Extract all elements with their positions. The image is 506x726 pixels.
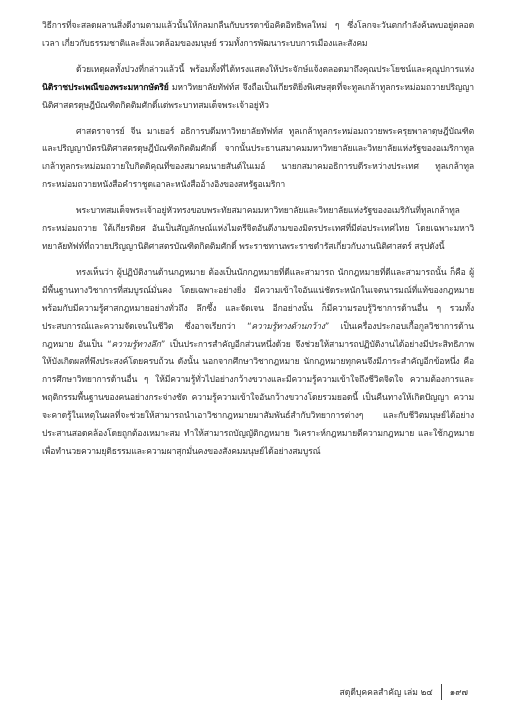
italic-phrase: ความรู้ทางด้านกว้าง xyxy=(251,321,325,332)
text-run: พระบาทสมเด็จพระเจ้าอยู่หัวทรงขอบพระทัยสมาคมมหาวิทยาลัยและวิทยาลัยแห่งรัฐของอเมริกันที่ทูลเกล้าทูลกระหม่อมถวาย ใต้เกียรติยศ อันเป็นสัญลักษณ์แห่งไมตรีจิตอันดีงามของมิตรประเทศที่มีต่อประเทศไทย โดยเฉพาะมหาวิทยาลัยทัฟท์ที่ถวายปริญญานิติศาสตรบัณฑิตกิตติมศักดิ์ พระราชทานพระราชดำรัสเกี่ยวกับงานนิติศาสตร์ สรุปดังนี้ xyxy=(42,206,474,252)
page-body xyxy=(42,18,474,470)
page-number: ๑๙๗ xyxy=(449,688,468,698)
bold-phrase: นิติราชประเพณีของพระมหากษัตริย์ xyxy=(42,82,169,93)
paragraph-4 xyxy=(42,203,474,257)
text-run: ด้วยเหตุผลทั้งปวงที่กล่าวแล้วนี้ พร้อมทั้งที่ได้ทรงแสดงให้ประจักษ์แจ้งตลอดมาถึงคุณประโยชน์และคุณูปการแห่ง xyxy=(76,64,474,75)
page-footer xyxy=(340,684,469,700)
footer-book-title: สดุดีบุคคลสำคัญ เล่ม ๒๔ xyxy=(339,688,433,698)
footer-divider xyxy=(441,684,442,700)
text-run: ศาสตราจารย์ จีน มาเยอร์ อธิการบดีมหาวิทยาลัยทัฟท์ส ทูลเกล้าทูลกระหม่อมถวายพระครุยพาลาดุษฎีบัณฑิต และปริญญาบัตรนิติศาสตรดุษฎีบัณฑิตกิตติมศักดิ์ จากนั้นประธานสมาคมมหาวิทยาลัยและวิทยาลัยแห่งรัฐของอเมริกาทูลเกล้าทูลกระหม่อมถวายใบกิตติคุณที่ของสมาคมนายสันต์ในเมอ์ นายกสมาคมอธิการบดีระหว่างประเทศ ทูลเกล้าทูลกระหม่อมถวายหนังสือคำราชูดเอาละหนังสืออ้างอิงของสหรัฐอเมริกา xyxy=(42,126,474,191)
paragraph-2 xyxy=(42,62,474,116)
text-run: มหาวิทยาลัยทัฟท์ส จึงถือเป็นเกียรติยิ่งพิเศษสุดที่จะทูลเกล้าทูลกระหม่อมถวายปริญญานิติศาสตรดุษฎีบัณฑิตกิตติมศักดิ์แด่พระบาทสมเด็จพระเจ้าอยู่หัว xyxy=(42,82,474,111)
text-run: ทรงเห็นว่า ผู้ปฏิบัติงานด้านกฎหมาย ต้องเป็นนักกฎหมายที่ดีและสามารถ นักกฎหมายที่ดีและสามารถนั้น ก็คือ ผู้มีพื้นฐานทางวิชาการที่สมบูรณ์มั่นคง โดยเฉพาะอย่างยิ่ง มีความเข้าใจอันแน่ชัดระหนักในเจตนารมณ์ที่แท้ของกฎหมาย พร้อมกับมีความรู้ศาสกฎหมายอย่างทั่วถึง ลึกซึ้ง และจัดเจน อีกอย่างนั้น ก็มีความรอบรู้วิชาการด้านอื่น ๆ รวมทั้งประสบการณ์และความจัดเจนในชีวิต ซึ่งอาจเรียกว่า “ xyxy=(42,267,474,332)
italic-phrase: ความรู้ทางลึก xyxy=(111,339,161,350)
text-run: ” เป็นเครื่องประกอบเกื้อกูลวิชาการด้านกฎหมาย อันเป็น “ xyxy=(42,321,474,350)
text-run: วิธีการที่จะสลดผลานสิ่งดีงามตามแล้วนั้นให้กลมกลืนกับบรรดาข้อคิดอิทธิพลใหม่ ๆ ซึ่งโลกจะวันตกกำลังค้นพบอยู่ตลอดเวลา เกี่ยวกับธรรมชาติและสิ่งแวดล้อมของมนุษย์ รวมทั้งการพัฒนาระบบการเมืองและสังคม xyxy=(42,21,474,49)
paragraph-1 xyxy=(42,18,474,54)
paragraph-5 xyxy=(42,265,474,462)
paragraph-3 xyxy=(42,124,474,196)
text-run: ” เป็นประการสำคัญอีกส่วนหนึ่งด้วย จึงช่วยให้สามารถปฏิบัติงานได้อย่างมีประสิทธิภาพ ให้บังเกิดผลที่พึงประสงค์โดยครบถ้วน ดังนั้น นอกจากศึกษาวิชากฎหมาย นักกฎหมายทุกคนจึงมีภาระสำคัญอีกข้อหนึ่ง คือการศึกษาวิทยาการด้านอื่น ๆ ให้มีความรู้ทั่วไปอย่างกว้างขวางและมีความรู้ความเข้าใจถึงชีวิตจิตใจ ความต้องการและพฤติกรรมพื้นฐานของคนอย่างกระจ่างชัด ความรู้ความเข้าใจอันกว้างขวางโดยรวมยอดนี้ เป็นคืนทางให้เกิดปัญญา ความจะคาดรู้ในเหตุในผลที่จะช่วยให้สามารถนำเอาวิชากฎหมายมาสัมพันธ์สำกับวิทยาการต่างๆ และกับชีวิตมนุษย์ได้อย่างประสานสอดคล้องโดยถูกต้องเหมาะสม ทำให้สามารถบัญญัติกฎหมาย วิเคราะห์กฎหมายตีความกฎหมาย และใช้กฎหมายเพื่อทำนวยความยุติธรรมและความผาสุกมั่นคงของสังคมมนุษย์ได้อย่างสมบูรณ์ xyxy=(42,339,474,457)
